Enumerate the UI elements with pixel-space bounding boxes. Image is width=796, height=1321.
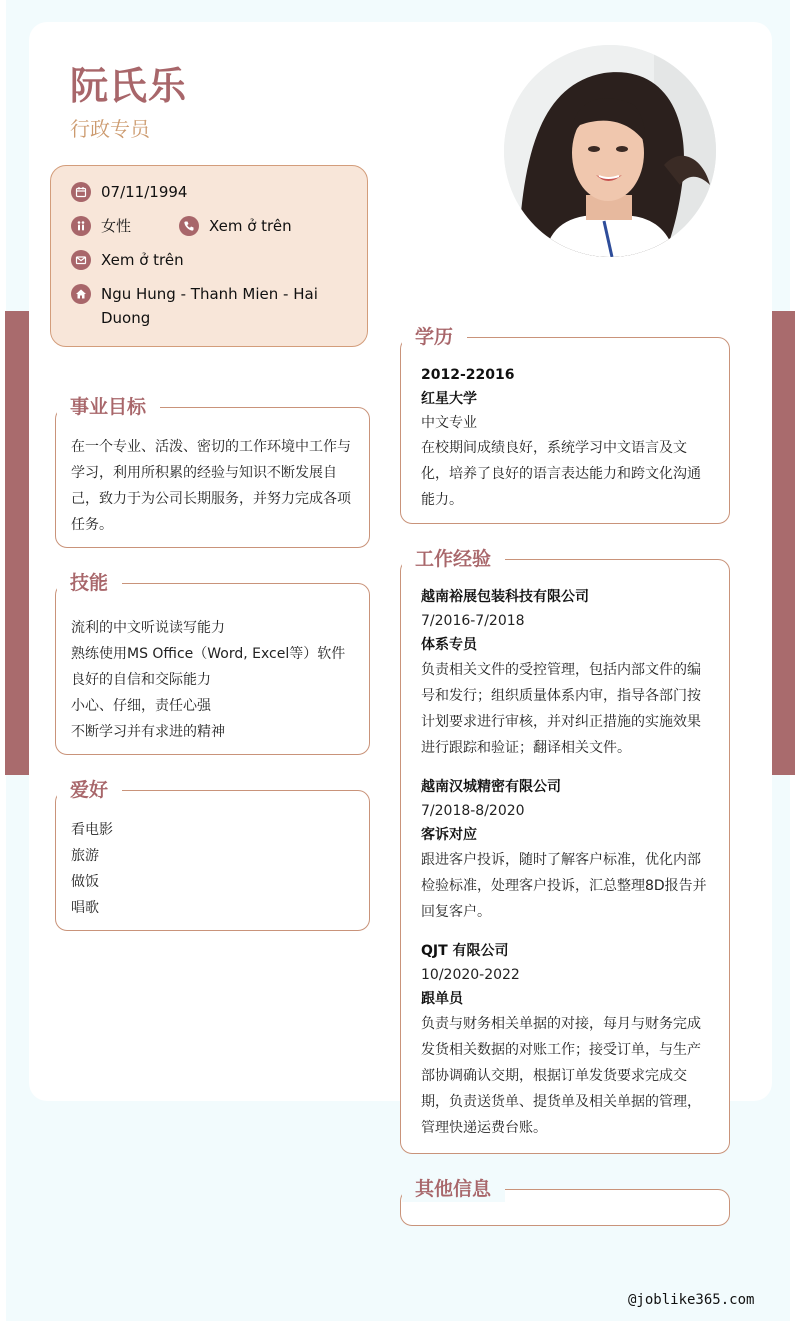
job-entry [421, 775, 713, 925]
address-value: Ngu Hung - Thanh Mien - Hai Duong [101, 285, 318, 327]
job-company: 越南裕展包装科技有限公司 [421, 589, 589, 605]
objective-text: 在一个专业、活泼、密切的工作环境中工作与学习，利用所积累的经验与知识不断发展自己，致力于为公司长期服务，并努力完成各项任务。 [71, 439, 351, 533]
home-icon [71, 284, 91, 304]
phone-value: Xem ở trên [209, 217, 292, 235]
calendar-icon [71, 182, 91, 202]
job-period: 7/2018-8/2020 [421, 803, 525, 819]
birthdate-value: 07/11/1994 [101, 183, 188, 201]
objective-section [55, 407, 370, 548]
job-description: 跟进客户投诉，随时了解客户标准，优化内部检验标准，处理客户投诉，汇总整理8D报告并回复客户。 [421, 852, 707, 920]
education-date: 2012-22016 [421, 367, 515, 383]
gender-value: 女性 [101, 217, 132, 235]
hobby-item: 唱歌 [71, 900, 99, 916]
experience-section [400, 559, 730, 1154]
job-period: 7/2016-7/2018 [421, 613, 525, 629]
watermark: @joblike365.com [628, 1292, 755, 1308]
education-major: 中文专业 [421, 415, 477, 431]
experience-list [421, 585, 713, 1155]
candidate-name: 阮氏乐 [70, 64, 188, 108]
hobbies-section [55, 790, 370, 931]
skill-item: 小心、仔细，责任心强 [71, 698, 211, 714]
profile-photo-image [504, 45, 716, 257]
email-value: Xem ở trên [101, 251, 184, 269]
job-title: 行政专员 [70, 117, 150, 141]
experience-heading: 工作经验 [402, 546, 505, 572]
skills-heading: 技能 [57, 570, 122, 596]
left-accent-band [5, 311, 29, 775]
birthdate-row [71, 180, 187, 204]
other-info-heading: 其他信息 [402, 1176, 505, 1202]
hobby-item: 做饭 [71, 874, 99, 890]
job-period: 10/2020-2022 [421, 967, 520, 983]
education-description: 在校期间成绩良好，系统学习中文语言及文化，培养了良好的语言表达能力和跨文化沟通能力。 [421, 440, 701, 508]
gender-icon [71, 216, 91, 236]
job-role: 跟单员 [421, 991, 463, 1007]
right-accent-band [772, 311, 795, 775]
job-entry [421, 585, 713, 761]
job-description: 负责相关文件的受控管理，包括内部文件的编号和发行；组织质量体系内审，指导各部门按计划要求进行审核，并对纠正措施的实施效果进行跟踪和验证；翻译相关文件。 [421, 662, 701, 756]
hobby-item: 看电影 [71, 822, 113, 838]
address-row [71, 282, 321, 330]
skill-item: 不断学习并有求进的精神 [71, 724, 225, 740]
education-entry [421, 363, 713, 513]
education-heading: 学历 [402, 324, 467, 350]
email-row [71, 248, 184, 272]
hobbies-heading: 爱好 [57, 777, 122, 803]
job-description: 负责与财务相关单据的对接，每月与财务完成发货相关数据的对账工作；接受订单，与生产部协调确认交期，根据订单发货要求完成交期，负责送货单、提货单及相关单据的管理，管理快递运费台账。 [421, 1016, 701, 1136]
education-section [400, 337, 730, 524]
phone-row [179, 214, 292, 238]
job-company: 越南汉城精密有限公司 [421, 779, 561, 795]
skills-list [71, 615, 361, 745]
job-company: QJT 有限公司 [421, 943, 509, 959]
profile-photo [504, 45, 716, 257]
education-school: 红星大学 [421, 391, 477, 407]
objective-heading: 事业目标 [57, 394, 160, 420]
skill-item: 流利的中文听说读写能力 [71, 620, 225, 636]
skill-item: 熟练使用MS Office（Word, Excel等）软件 [71, 646, 346, 662]
mail-icon [71, 250, 91, 270]
job-role: 体系专员 [421, 637, 477, 653]
job-role: 客诉对应 [421, 827, 477, 843]
skills-section [55, 583, 370, 755]
job-entry [421, 939, 713, 1141]
gender-row [71, 214, 131, 238]
phone-icon [179, 216, 199, 236]
hobbies-list [71, 817, 361, 921]
hobby-item: 旅游 [71, 848, 99, 864]
skill-item: 良好的自信和交际能力 [71, 672, 211, 688]
